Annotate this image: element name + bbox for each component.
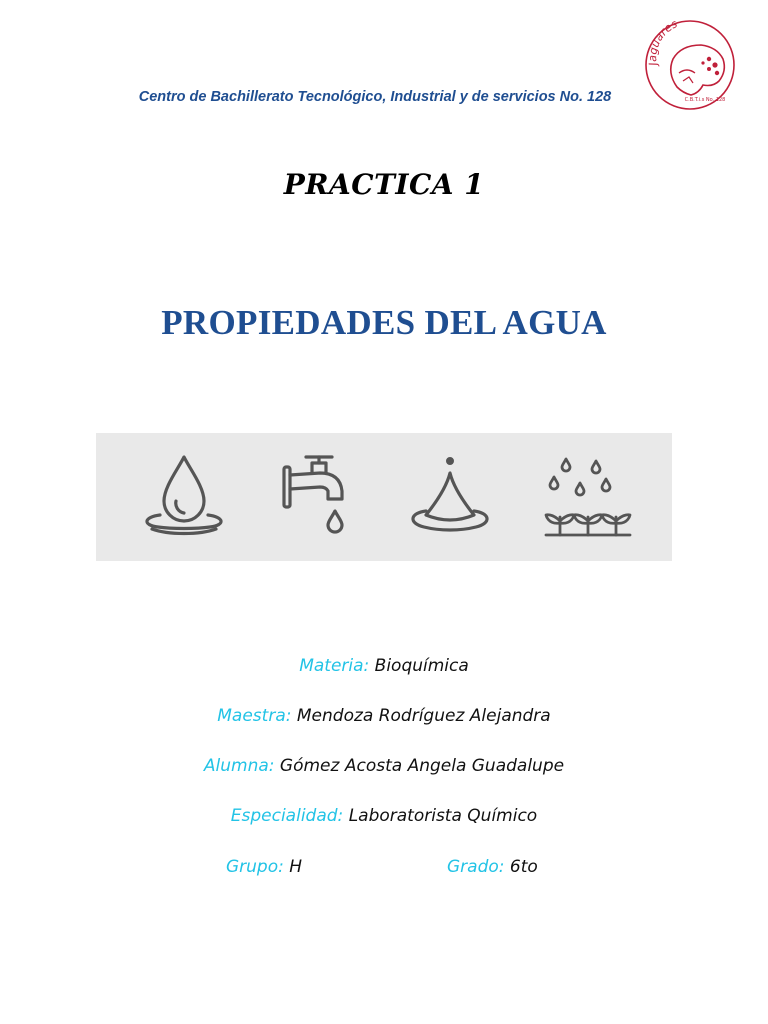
especialidad-value: Laboratorista Químico bbox=[348, 806, 538, 826]
alumna-label: Alumna: bbox=[203, 756, 275, 776]
grupo-value: H bbox=[289, 857, 303, 877]
grado-value: 6to bbox=[509, 857, 538, 877]
practice-label: PRACTICA 1 bbox=[283, 168, 485, 201]
svg-text:Jaguares: Jaguares bbox=[646, 17, 680, 67]
svg-text:C.B.T.i.s No. 128: C.B.T.i.s No. 128 bbox=[684, 97, 726, 103]
materia-value: Bioquímica bbox=[374, 656, 469, 676]
maestra-value: Mendoza Rodríguez Alejandra bbox=[296, 706, 551, 726]
rain-sprouts-icon bbox=[540, 449, 636, 547]
grado-label: Grado: bbox=[447, 857, 505, 877]
especialidad-label: Especialidad: bbox=[230, 806, 344, 826]
page-title: PROPIEDADES DEL AGUA bbox=[161, 303, 607, 342]
info-grupo bbox=[226, 857, 302, 877]
info-alumna bbox=[0, 756, 768, 776]
water-icons-banner bbox=[96, 433, 672, 561]
faucet-icon bbox=[276, 449, 368, 547]
maestra-label: Maestra: bbox=[217, 706, 292, 726]
school-name: Centro de Bachillerato Tecnológico, Industrial y de servicios No. 128 bbox=[138, 89, 612, 105]
jaguares-logo bbox=[643, 3, 737, 127]
drop-splash-icon bbox=[404, 449, 496, 547]
materia-label: Materia: bbox=[299, 656, 370, 676]
info-especialidad bbox=[0, 806, 768, 826]
grupo-label: Grupo: bbox=[226, 857, 284, 877]
info-grado bbox=[447, 857, 538, 877]
water-drop-icon bbox=[138, 449, 230, 547]
alumna-value: Gómez Acosta Angela Guadalupe bbox=[279, 756, 565, 776]
info-maestra bbox=[0, 706, 768, 726]
info-materia bbox=[0, 656, 768, 676]
